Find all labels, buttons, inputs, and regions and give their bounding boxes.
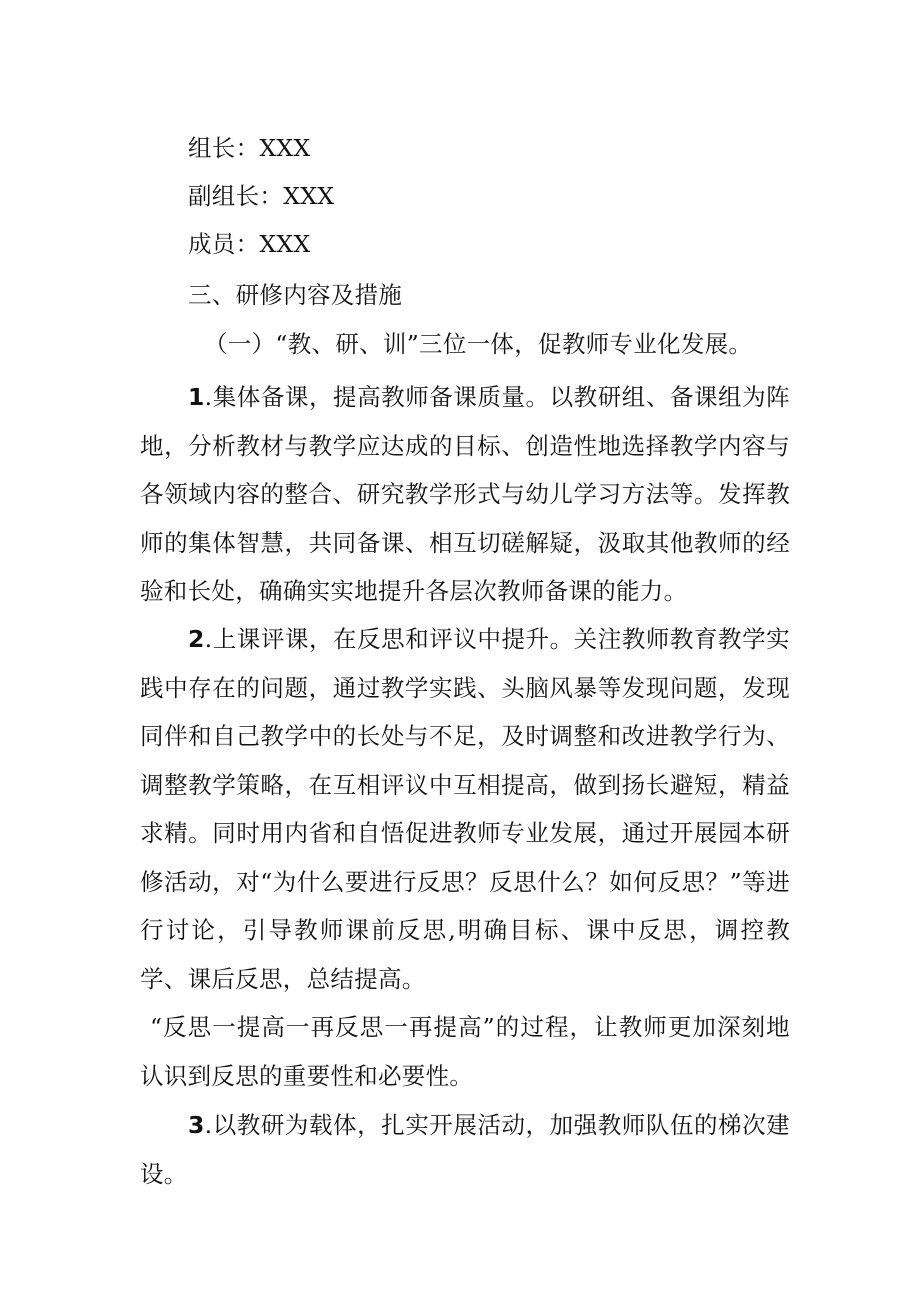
subsection-heading: （一）“教、研、训”三位一体，促教师专业化发展。 bbox=[204, 330, 753, 358]
item-text: .集体备课，提高教师备课质量。以教研组、备课组为阵地，分析教材与教学应达成的目标、创造性地选择教学内容与各领域内容的整合、研究教学形式与幼儿学习方法等。发挥教师的集体智慧，共同备课、相互切磋解疑，汲取其他教师的经验和长处，确确实实地提升各层次教师备课的能力。 bbox=[140, 383, 790, 605]
deputy-leader-line: 副组长：XXX bbox=[188, 182, 335, 210]
paragraph-item-1 bbox=[140, 373, 790, 616]
item-text: .以教研为载体，扎实开展活动，加强教师队伍的梯次建设。 bbox=[140, 1111, 790, 1188]
item-number: 1 bbox=[188, 383, 205, 411]
item-number: 3 bbox=[188, 1111, 205, 1139]
paragraph-reflection: “反思一提高一再反思一再提高”的过程，让教师更加深刻地认识到反思的重要性和必要性。 bbox=[140, 1013, 790, 1090]
team-leader-line: 组长：XXX bbox=[188, 134, 311, 162]
paragraph-item-2 bbox=[140, 615, 790, 1003]
members-line: 成员：XXX bbox=[188, 230, 311, 258]
item-number: 2 bbox=[188, 625, 205, 653]
item-text: .上课评课，在反思和评议中提升。关注教师教育教学实践中存在的问题，通过教学实践、头脑风暴等发现问题，发现同伴和自己教学中的长处与不足，及时调整和改进教学行为、调整教学策略，在互相评议中互相提高，做到扬长避短，精益求精。同时用内省和自悟促进教师专业发展，通过开展园本研修活动，对“为什么要进行反思？反思什么？如何反思？”等进行讨论，引导教师课前反思,明确目标、课中反思，调控教学、课后反思，总结提高。 bbox=[140, 625, 790, 993]
section-heading: 三、研修内容及措施 bbox=[188, 281, 403, 309]
paragraph-item-3 bbox=[140, 1101, 790, 1198]
